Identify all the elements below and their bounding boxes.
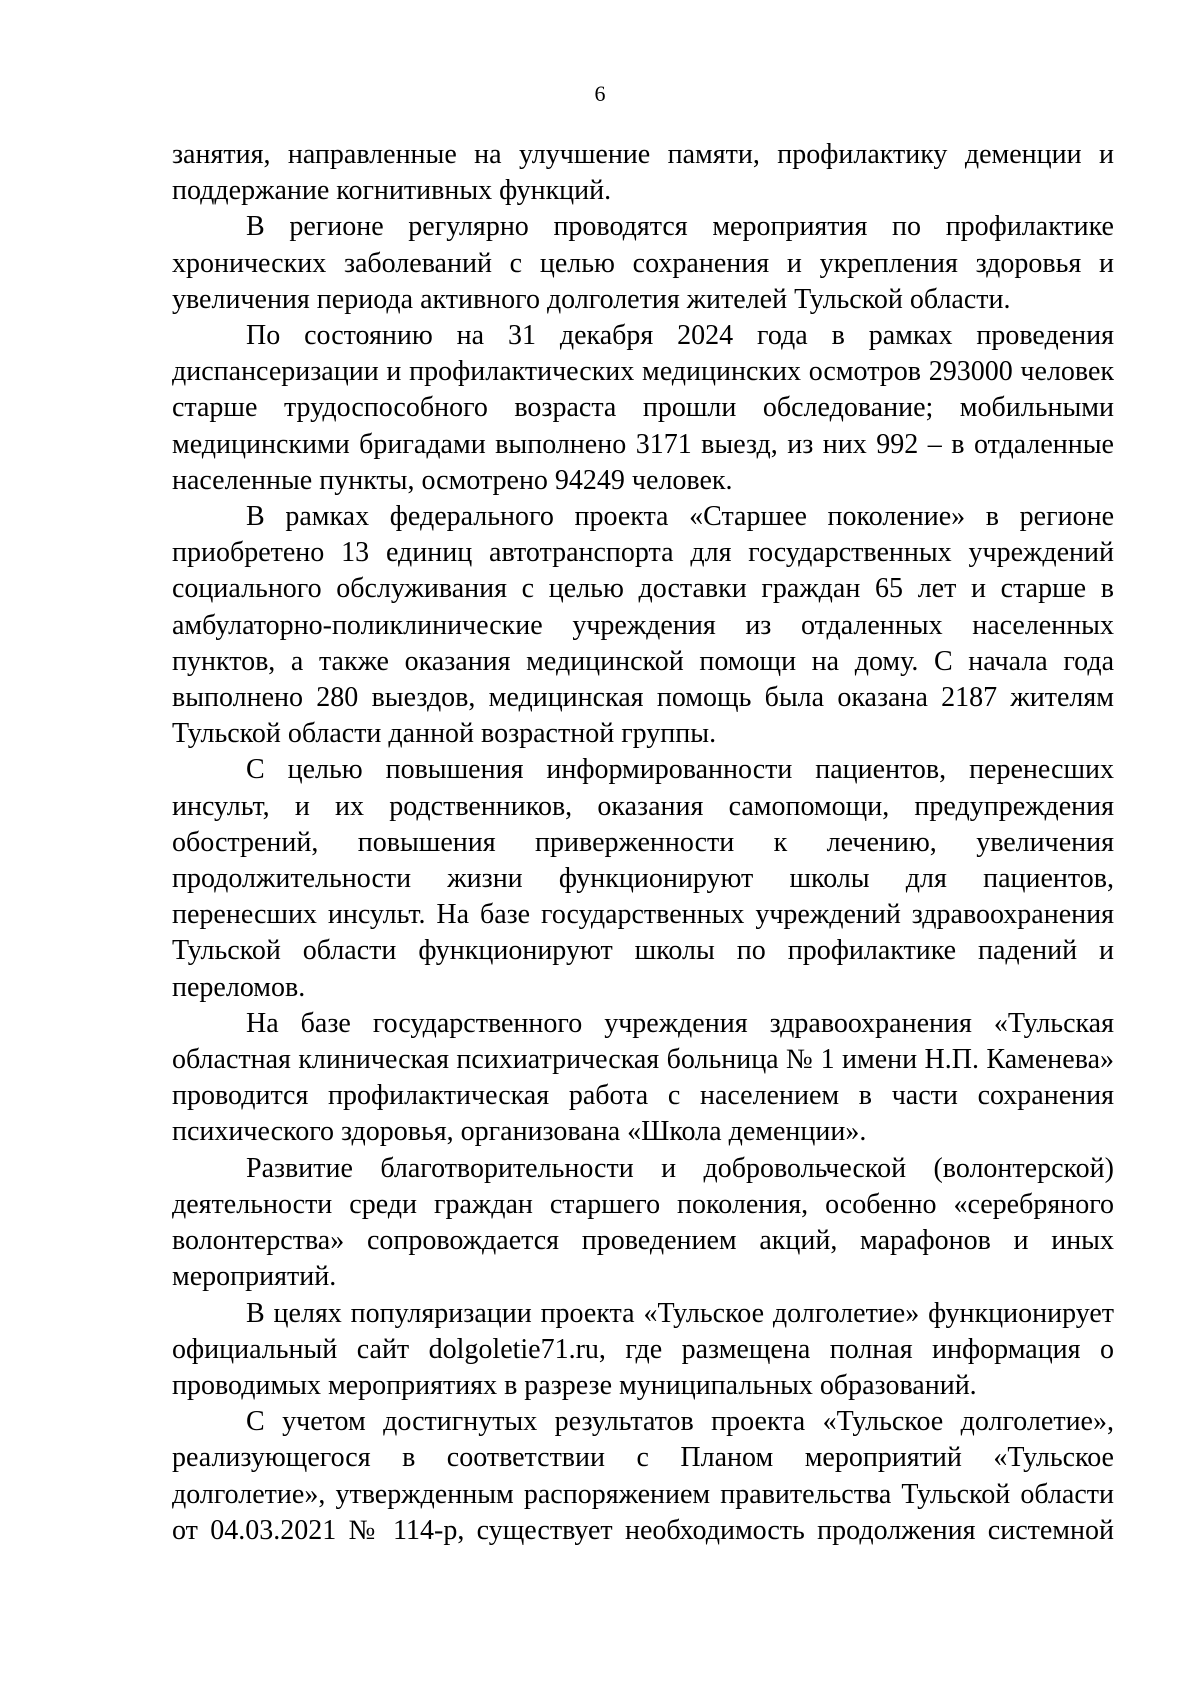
paragraph-continuation: занятия, направленные на улучшение памяти, профилактику деменции и поддержание когнитивных функций. (172, 139, 1114, 207)
paragraph-stroke-schools: С целью повышения информированности пациентов, перенесших инсульт, и их родственников, оказания самопомощи, предупреждения обострений, повышения приверженности к лечению, увеличения продолжительности жизни функционируют школы для пациентов, перенесших инсульт. На базе государственных учреждений здравоохранения Тульской области функционируют школы по профилактике падений и переломов. (172, 754, 1114, 1003)
page-number: 6 (594, 81, 606, 106)
paragraph-dispensary-statistics: По состоянию на 31 декабря 2024 года в рамках проведения диспансеризации и профилактических медицинских осмотров 293000 человек старше трудоспособного возраста прошли обследование; мобильными медицинскими бригадами выполнено 3171 выезд, из них 992 – в отдаленные населенные пункты, осмотрено 94249 человек. (172, 320, 1114, 496)
paragraph-psychiatric-hospital: На базе государственного учреждения здравоохранения «Тульская областная клиническая психиатрическая больница № 1 имени Н.П. Каменева» проводится профилактическая работа с населением в части сохранения психического здоровья, организована «Школа деменции». (172, 1007, 1114, 1148)
paragraph-chronic-disease-prevention: В регионе регулярно проводятся мероприятия по профилактике хронических заболеваний с целью сохранения и укрепления здоровья и увеличения периода активного долголетия жителей Тульской области. (172, 211, 1114, 315)
paragraph-volunteering: Развитие благотворительности и добровольческой (волонтерской) деятельности среди граждан старшего поколения, особенно «серебряного волонтерства» сопровождается проведением акций, марафонов и иных мероприятий. (172, 1152, 1114, 1293)
paragraph-official-website: В целях популяризации проекта «Тульское долголетие» функционирует официальный сайт dolgoletie71.ru, где размещена полная информация о проводимых мероприятиях в разрезе муниципальных образований. (172, 1297, 1114, 1401)
paragraph-project-continuation: С учетом достигнутых результатов проекта «Тульское долголетие», реализующегося в соответствии с Планом мероприятий «Тульское долголетие», утвержденным распоряжением правительства Тульской области от 04.03.2021 № 114-р, существует необходимость продолжения системной (172, 1406, 1114, 1546)
document-body (172, 137, 1114, 1549)
paragraph-older-generation-project: В рамках федерального проекта «Старшее поколение» в регионе приобретено 13 единиц автотранспорта для государственных учреждений социального обслуживания с целью доставки граждан 65 лет и старше в амбулаторно-поликлинические учреждения из отдаленных населенных пунктов, а также оказания медицинской помощи на дому. С начала года выполнено 280 выездов, медицинская помощь была оказана 2187 жителям Тульской области данной возрастной группы. (172, 501, 1114, 750)
